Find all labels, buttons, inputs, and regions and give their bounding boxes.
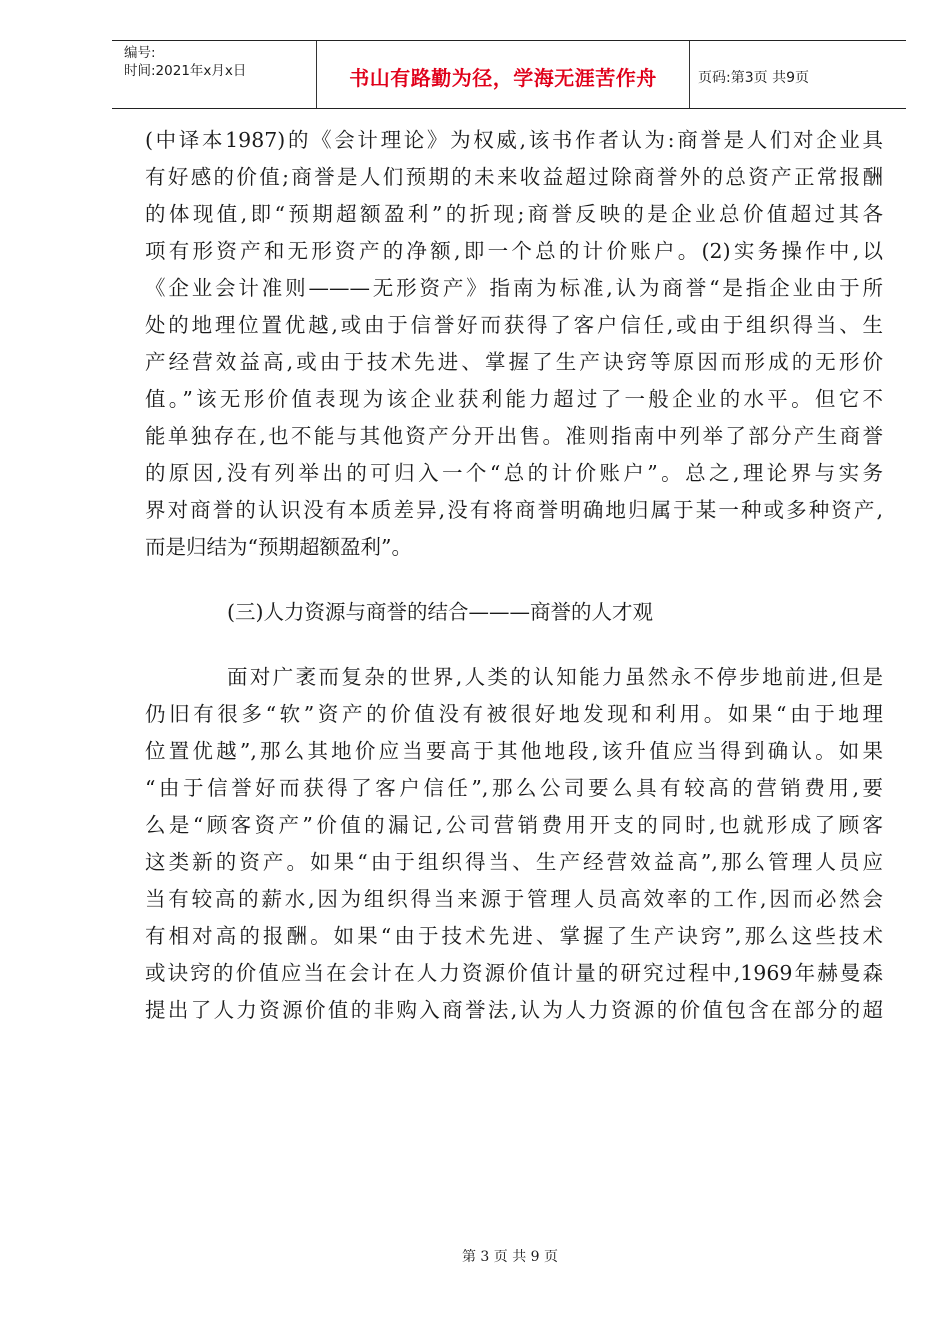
document-time-label: 时间:2021年x月x日 [124,63,247,79]
text-line: 项有形资产和无形资产的净额,即一个总的计价账户。(2)实务操作中,以 [145,239,883,263]
document-number-label: 编号: [124,45,156,61]
paragraph-1 [145,122,883,566]
page-footer: 第 3 页 共 9 页 [461,1249,559,1265]
text-line: 值。”该无形价值表现为该企业获利能力超过了一般企业的水平。但它不 [145,387,883,411]
text-line: 《企业会计准则———无形资产》指南为标准,认为商誉“是指企业由于所 [145,276,883,300]
paragraph-gap [145,631,883,659]
text-line: 或诀窍的价值应当在会计在人力资源价值计量的研究过程中,1969年赫曼森 [145,961,883,985]
section-heading: (三)人力资源与商誉的结合———商誉的人才观 [227,600,653,624]
text-line: 有好感的价值;商誉是人们预期的未来收益超过除商誉外的总资产正常报酬 [145,165,883,189]
text-line: “由于信誉好而获得了客户信任”,那么公司要么具有较高的营销费用,要 [145,776,883,800]
header-motto: 书山有路勤为径，学海无涯苦作舟 [316,41,690,108]
document-body [145,122,883,1029]
header-meta [112,41,316,108]
text-line: 的原因,没有列举出的可归入一个“总的计价账户”。总之,理论界与实务 [145,461,883,485]
text-line: 仍旧有很多“软”资产的价值没有被很好地发现和利用。如果“由于地理 [145,702,883,726]
text-line: 产经营效益高,或由于技术先进、掌握了生产诀窍等原因而形成的无形价 [145,350,883,374]
text-line: 界对商誉的认识没有本质差异,没有将商誉明确地归属于某一种或多种资产, [145,498,883,522]
text-line: 能单独存在,也不能与其他资产分开出售。准则指南中列举了部分产生商誉 [145,424,883,448]
text-line: 处的地理位置优越,或由于信誉好而获得了客户信任,或由于组织得当、生 [145,313,883,337]
text-line: 当有较高的薪水,因为组织得当来源于管理人员高效率的工作,因而必然会 [145,887,883,911]
text-line: 有相对高的报酬。如果“由于技术先进、掌握了生产诀窍”,那么这些技术 [145,924,883,948]
text-line: 的体现值,即“预期超额盈利”的折现;商誉反映的是企业总价值超过其各 [145,202,883,226]
text-line: 面对广袤而复杂的世界,人类的认知能力虽然永不停步地前进,但是 [227,665,883,689]
text-line: 这类新的资产。如果“由于组织得当、生产经营效益高”,那么管理人员应 [145,850,883,874]
header-page-number: 页码:第3页 共9页 [698,69,809,86]
text-line: 么是“顾客资产”价值的漏记,公司营销费用开支的同时,也就形成了顾客 [145,813,883,837]
text-line: 而是归结为“预期超额盈利”。 [145,535,412,559]
paragraph-2 [145,659,883,1029]
text-line: 位置优越”,那么其地价应当要高于其他地段,该升值应当得到确认。如果 [145,739,883,763]
text-line: (中译本1987)的《会计理论》为权威,该书作者认为:商誉是人们对企业具 [145,128,883,152]
paragraph-gap [145,566,883,594]
text-line: 提出了人力资源价值的非购入商誉法,认为人力资源的价值包含在部分的超 [145,998,883,1022]
page-header [112,40,906,109]
